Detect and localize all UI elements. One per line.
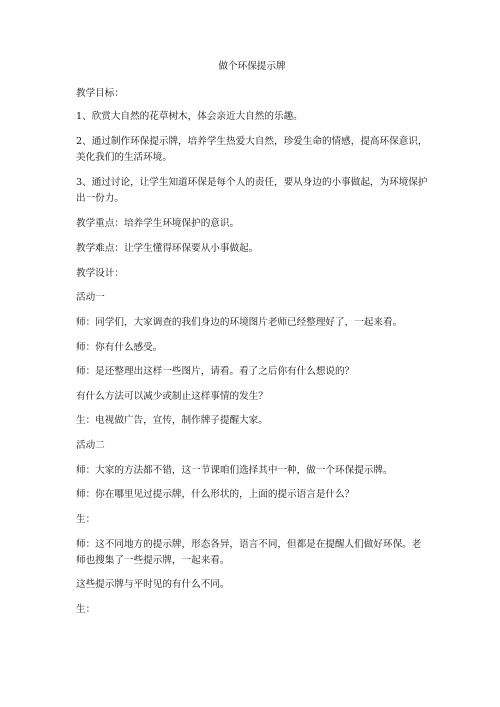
paragraph-student-2: 生： <box>76 514 96 525</box>
paragraph-goal-3: 3、通过讨论，让学生知道环保是每个人的责任，要从身边的小事做起，为环境保护出一份力。 <box>76 177 428 204</box>
paragraph-teacher-5: 师：你在哪里见过提示牌，什么形状的，上面的提示语言是什么？ <box>76 489 355 500</box>
paragraph-teacher-4: 师：大家的方法都不错，这一节课咱们选择其中一种，做一个环保提示牌。 <box>76 465 393 476</box>
paragraph-activity-1: 活动一 <box>76 292 105 303</box>
paragraph-student-3: 生： <box>76 604 96 615</box>
paragraph-question: 有什么方法可以减少或制止这样事情的发生？ <box>76 391 268 402</box>
paragraph-teacher-3: 师：是还整理出这样一些图片，请看。看了之后你有什么想说的？ <box>76 366 355 377</box>
paragraph-teaching-goals-heading: 教学目标： <box>76 88 124 99</box>
paragraph-teacher-2: 师：你有什么感受。 <box>76 342 163 353</box>
paragraph-difference: 这些提示牌与平时见的有什么不同。 <box>76 579 230 590</box>
paragraph-student-1: 生：电视做广告，宣传，制作牌子提醒大家。 <box>76 415 268 426</box>
paragraph-teacher-1: 师：同学们，大家调查的我们身边的环境图片老师已经整理好了，一起来看。 <box>76 317 403 328</box>
paragraph-key-point: 教学重点：培养学生环境保护的意识。 <box>76 218 240 229</box>
paragraph-teacher-6: 师：这不同地方的提示牌，形态各异，语言不同，但都是在提醒人们做好环保。老师也搜集了一些提示牌，一起来看。 <box>76 539 422 566</box>
paragraph-design-heading: 教学设计： <box>76 268 124 279</box>
paragraph-difficult-point: 教学难点：让学生懂得环保要从小事做起。 <box>76 243 259 254</box>
paragraph-goal-1: 1、欣赏大自然的花草树木，体会亲近大自然的乐趣。 <box>76 111 303 122</box>
paragraph-goal-2: 2、通过制作环保提示牌，培养学生热爱大自然，珍爱生命的情感，提高环保意识，美化我们的生活环境。 <box>76 136 428 163</box>
paragraph-activity-2: 活动二 <box>76 440 105 451</box>
document-title: 做个环保提示牌 <box>218 61 286 72</box>
